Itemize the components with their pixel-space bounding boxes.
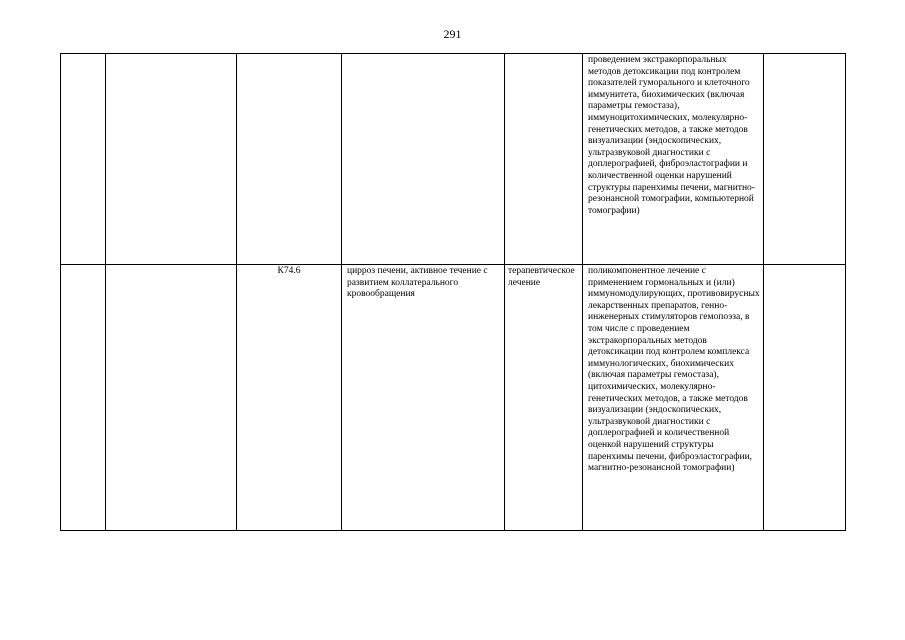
table-cell (237, 54, 342, 265)
page-number: 291 (443, 27, 462, 41)
diagnosis-cell: цирроз печени, активное течение с развитием коллатерального кровообращения (342, 265, 505, 531)
table-cell (106, 265, 237, 531)
table-cell (342, 54, 505, 265)
icd-code-cell: К74.6 (237, 265, 342, 531)
table-cell (61, 54, 106, 265)
medical-care-table (60, 53, 846, 531)
table-cell (505, 54, 583, 265)
treatment-method-cell: поликомпонентное лечение с применением гормональных и (или) иммуномодулирующих, противовирусных лекарственных препаратов, генно-инженерных стимуляторов гемопоэза, в том числе с проведением экстракорпоральных методов детоксикации под контролем комплекса иммунологических, биохимических (включая параметры гемостаза), цитохимических, молекулярно-генетических методов, а также методов визуализации (эндоскопических, ультразвуковой диагностики с доплерографией и количественной оценкой нарушений структуры паренхимы печени, фиброэластографии, магнитно-резонансной томографии) (583, 265, 764, 531)
table-cell (106, 54, 237, 265)
treatment-method-cell: проведением экстракорпоральных методов детоксикации под контролем показателей гуморального и клеточного иммунитета, биохимических (включая параметры гемостаза), иммуноцитохимических, молекулярно-генетических методов, а также методов визуализации (эндоскопических, ультразвуковой диагностики с доплерографией, фиброэластографии и количественной оценки нарушений структуры паренхимы печени, магнитно-резонансной томографии, компьютерной томографии) (583, 54, 764, 265)
table-cell (764, 54, 846, 265)
table-cell (61, 265, 106, 531)
table-row (61, 54, 846, 265)
table-cell (764, 265, 846, 531)
treatment-type-cell: терапевтическое лечение (505, 265, 583, 531)
table-row (61, 265, 846, 531)
